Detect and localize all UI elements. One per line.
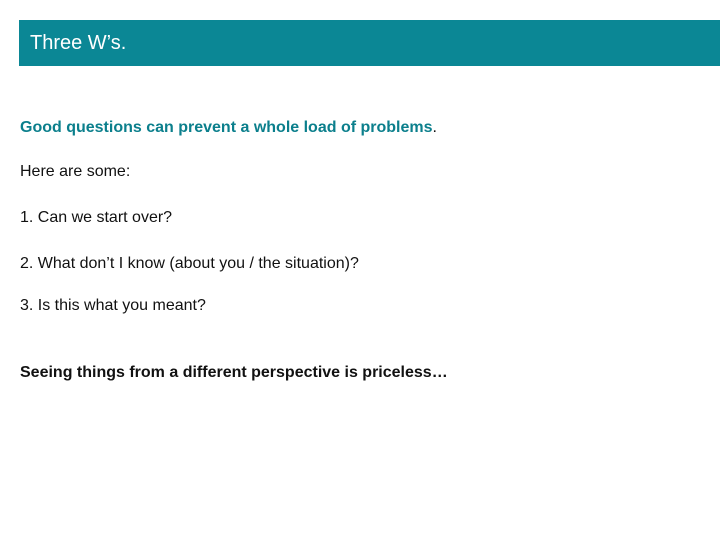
closing-text: Seeing things from a different perspective is priceless… — [20, 364, 448, 381]
slide-title: Three W’s. — [30, 32, 127, 54]
question-item-3: 3. Is this what you meant? — [20, 297, 206, 314]
lead-text: Here are some: — [20, 163, 131, 180]
title-bar — [19, 20, 720, 66]
intro-text: Good questions can prevent a whole load of problems — [20, 119, 433, 136]
question-item-1: 1. Can we start over? — [20, 209, 173, 226]
intro-line — [20, 118, 437, 138]
question-item-2: 2. What don’t I know (about you / the situation)? — [20, 255, 359, 272]
intro-period: . — [432, 119, 437, 136]
